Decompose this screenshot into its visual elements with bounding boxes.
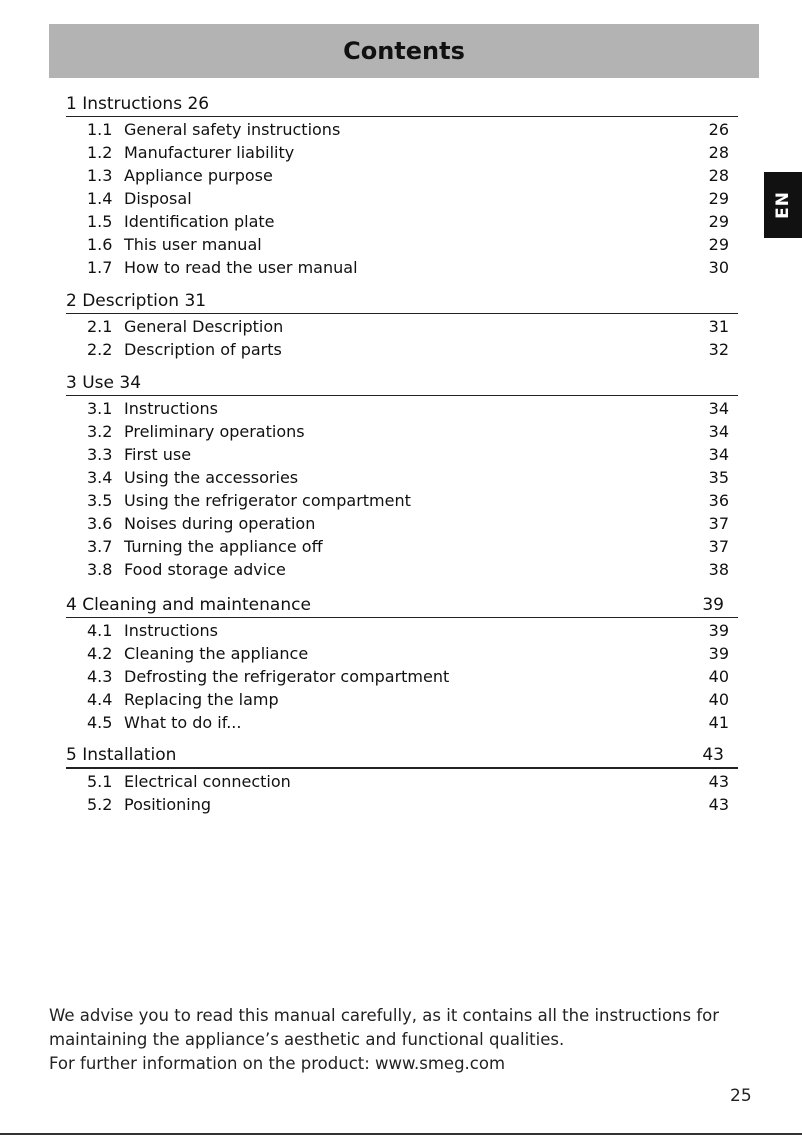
entry-number: 3.5 [87,491,113,510]
entry-number: 1.6 [87,235,113,254]
entry-number: 3.1 [87,399,113,418]
toc-entry[interactable] [66,187,738,210]
toc-entry[interactable] [66,535,738,558]
toc-entry[interactable] [66,315,738,338]
entry-page: 29 [708,235,729,254]
entry-page: 28 [708,143,729,162]
entry-number: 4.2 [87,644,113,663]
entry-page: 34 [708,399,729,418]
entry-title: Turning the appliance off [124,537,323,556]
footer-note [49,1004,769,1076]
entry-page: 43 [708,772,729,791]
entry-title: Electrical connection [124,772,291,791]
section-heading [66,372,738,396]
section-heading-page: 39 [702,595,724,615]
entry-title: What to do if... [124,713,242,732]
entry-number: 1.2 [87,143,113,162]
toc-section-instructions [66,93,738,279]
entry-page: 34 [708,445,729,464]
entry-number: 1.4 [87,189,113,208]
footer-advice: We advise you to read this manual carefully, as it contains all the instructions for maintaining the appliance’s aesthetic and functional qualities. [49,1006,720,1049]
page-title: Contents [343,37,465,65]
entry-page: 29 [708,189,729,208]
toc-entry[interactable] [66,210,738,233]
entry-page: 26 [708,120,729,139]
entry-title: Using the accessories [124,468,299,487]
section-heading-title: 1 Instructions 26 [66,94,210,114]
page-number: 25 [730,1086,752,1106]
entry-title: Manufacturer liability [124,143,295,162]
toc-entry[interactable] [66,793,738,816]
toc-section-use [66,372,738,581]
language-tab [764,172,802,238]
toc-section-cleaning [66,594,738,734]
entry-page: 32 [708,340,729,359]
toc-entry[interactable] [66,443,738,466]
entry-page: 30 [708,258,729,277]
section-heading [66,744,738,769]
entry-number: 4.1 [87,621,113,640]
entry-number: 3.3 [87,445,113,464]
entry-number: 1.7 [87,258,113,277]
entry-title: Appliance purpose [124,166,273,185]
section-heading [66,93,738,117]
toc-section-description [66,290,738,361]
toc-entry[interactable] [66,466,738,489]
section-entries [66,397,738,581]
section-heading-title: 3 Use 34 [66,373,142,393]
entry-title: Instructions [124,621,218,640]
toc-section-installation [66,744,738,816]
entry-title: Noises during operation [124,514,316,533]
entry-number: 3.4 [87,468,113,487]
toc-entry[interactable] [66,489,738,512]
entry-title: Cleaning the appliance [124,644,309,663]
contents-header [49,24,759,78]
toc-entry[interactable] [66,164,738,187]
toc-entry[interactable] [66,397,738,420]
section-entries [66,770,738,816]
entry-number: 4.5 [87,713,113,732]
entry-number: 1.1 [87,120,113,139]
entry-number: 3.6 [87,514,113,533]
toc-entry[interactable] [66,642,738,665]
entry-page: 39 [708,644,729,663]
toc-entry[interactable] [66,688,738,711]
entry-number: 1.5 [87,212,113,231]
toc-entry[interactable] [66,141,738,164]
entry-number: 2.2 [87,340,113,359]
toc-entry[interactable] [66,711,738,734]
entry-number: 3.8 [87,560,113,579]
entry-title: How to read the user manual [124,258,358,277]
section-heading-title: 2 Description 31 [66,291,207,311]
entry-page: 29 [708,212,729,231]
entry-page: 31 [708,317,729,336]
entry-title: Description of parts [124,340,282,359]
entry-number: 4.3 [87,667,113,686]
entry-page: 37 [708,537,729,556]
toc-entry[interactable] [66,233,738,256]
section-heading [66,290,738,314]
entry-title: Identification plate [124,212,275,231]
section-entries [66,315,738,361]
section-entries [66,619,738,734]
entry-page: 41 [708,713,729,732]
entry-number: 2.1 [87,317,113,336]
toc-entry[interactable] [66,338,738,361]
toc-entry[interactable] [66,512,738,535]
entry-title: General safety instructions [124,120,341,139]
entry-page: 43 [708,795,729,814]
entry-page: 40 [708,690,729,709]
section-heading-page: 43 [702,745,724,765]
entry-number: 5.2 [87,795,113,814]
footer-website: For further information on the product: www.smeg.com [49,1054,506,1073]
toc-entry[interactable] [66,770,738,793]
toc-entry[interactable] [66,420,738,443]
entry-page: 38 [708,560,729,579]
entry-title: Positioning [124,795,212,814]
entry-title: Food storage advice [124,560,286,579]
entry-title: This user manual [124,235,262,254]
entry-number: 1.3 [87,166,113,185]
section-heading [66,594,738,618]
section-entries [66,118,738,279]
entry-title: Replacing the lamp [124,690,279,709]
entry-title: First use [124,445,192,464]
entry-title: Using the refrigerator compartment [124,491,411,510]
toc-entry[interactable] [66,256,738,279]
entry-number: 4.4 [87,690,113,709]
entry-page: 40 [708,667,729,686]
entry-title: Disposal [124,189,192,208]
entry-number: 5.1 [87,772,113,791]
entry-title: Defrosting the refrigerator compartment [124,667,450,686]
toc-entry[interactable] [66,118,738,141]
entry-title: General Description [124,317,284,336]
toc-entry[interactable] [66,665,738,688]
toc-entry[interactable] [66,558,738,581]
language-label: EN [773,191,793,219]
entry-page: 34 [708,422,729,441]
section-heading-title: 5 Installation [66,745,177,765]
entry-title: Instructions [124,399,218,418]
entry-page: 36 [708,491,729,510]
entry-number: 3.2 [87,422,113,441]
toc-entry[interactable] [66,619,738,642]
bottom-divider [0,1133,802,1135]
section-heading-title: 4 Cleaning and maintenance [66,595,311,615]
entry-title: Preliminary operations [124,422,305,441]
entry-page: 28 [708,166,729,185]
entry-number: 3.7 [87,537,113,556]
entry-page: 35 [708,468,729,487]
entry-page: 37 [708,514,729,533]
entry-page: 39 [708,621,729,640]
